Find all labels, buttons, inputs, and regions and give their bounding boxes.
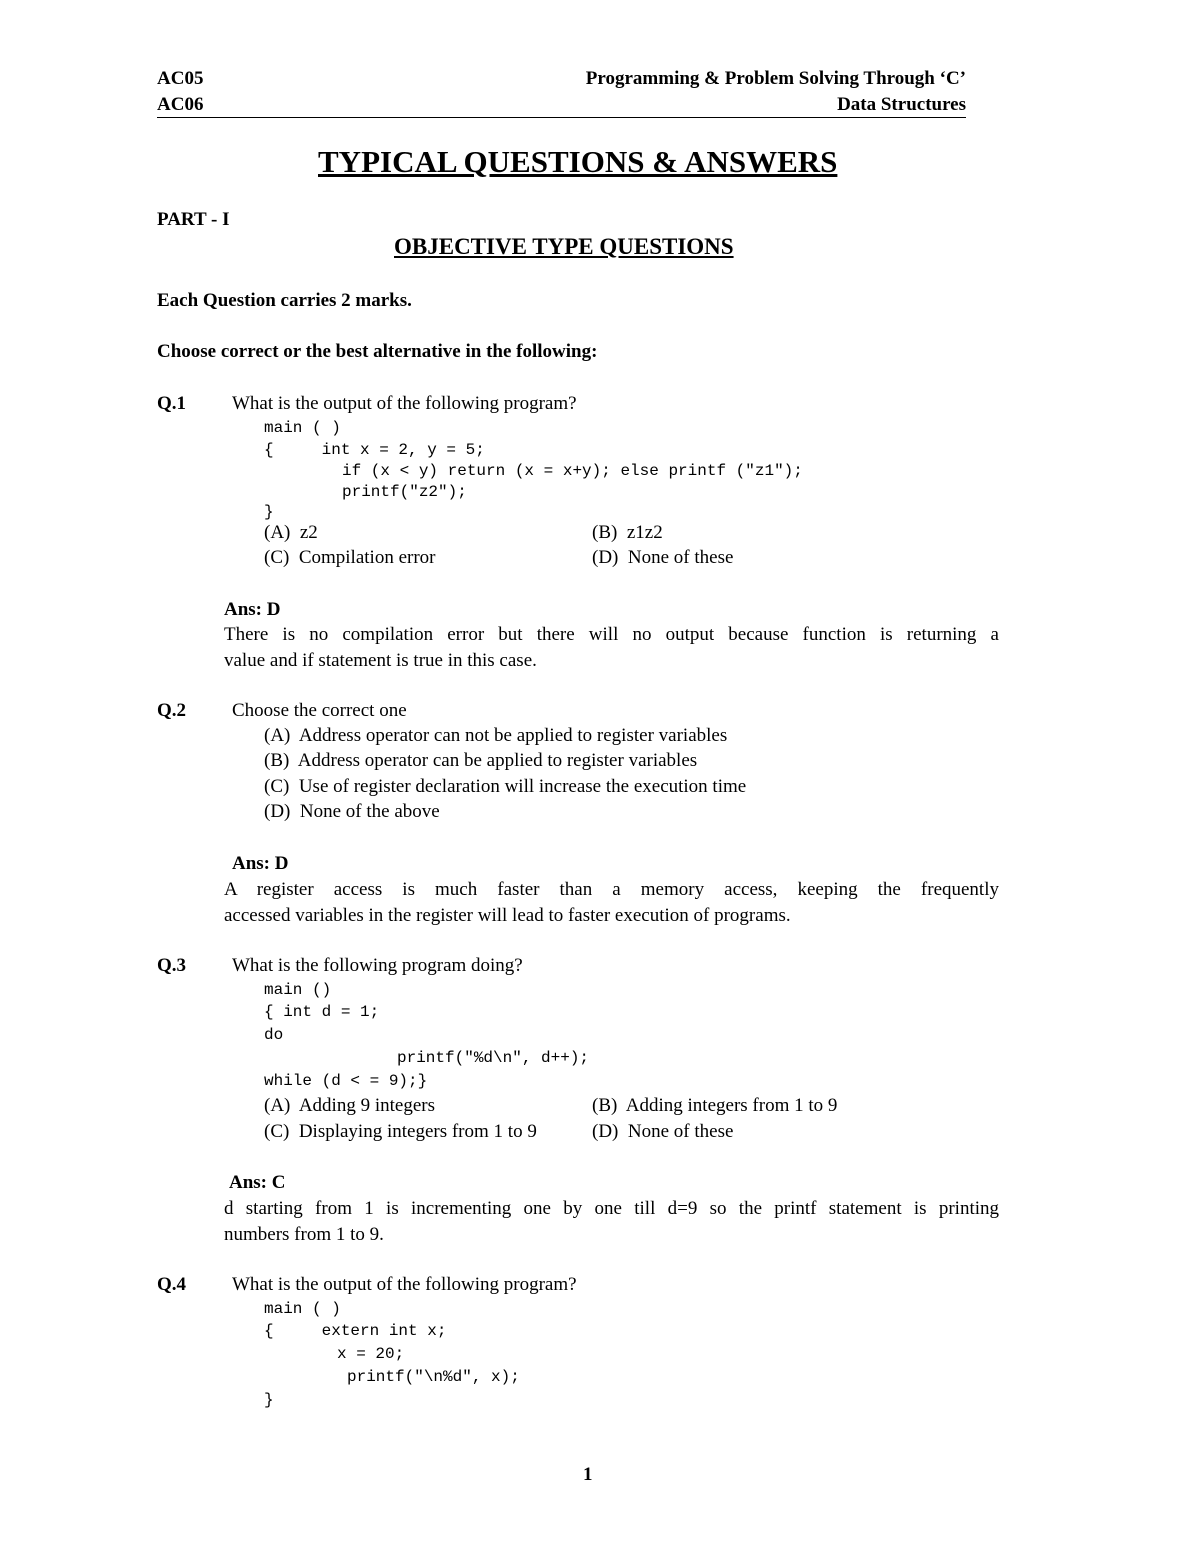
part-label: PART - I	[157, 209, 230, 230]
option-d: (D) None of these	[592, 547, 734, 568]
code-line: printf("z2");	[342, 483, 467, 501]
code-line: printf("\n%d", x);	[347, 1368, 520, 1386]
course-code-ac05: AC05	[157, 68, 204, 89]
code-line: }	[264, 503, 274, 521]
code-line: }	[264, 1391, 274, 1409]
course-title-data-structures: Data Structures	[837, 94, 966, 115]
option-b: (B) Address operator can be applied to register variables	[264, 750, 698, 771]
question-text: What is the output of the following program?	[232, 1274, 577, 1295]
answer-explanation: There is no compilation error but there will no output because function is returning a	[224, 624, 999, 645]
answer-explanation: A register access is much faster than a memory access, keeping the frequently	[224, 879, 999, 900]
option-a: (A) z2	[264, 522, 318, 543]
option-a: (A) Adding 9 integers	[264, 1095, 435, 1116]
code-line: printf("%d\n", d++);	[397, 1049, 590, 1067]
choose-instruction: Choose correct or the best alternative in the following:	[157, 341, 598, 362]
answer-explanation: accessed variables in the register will lead to faster execution of programs.	[224, 905, 791, 926]
code-line: { int d = 1;	[264, 1003, 380, 1021]
answer-label: Ans: C	[229, 1172, 286, 1193]
option-d: (D) None of the above	[264, 801, 440, 822]
question-text: What is the output of the following program?	[232, 393, 577, 414]
code-line: main ()	[264, 981, 332, 999]
option-c: (C) Compilation error	[264, 547, 436, 568]
question-number: Q.2	[157, 700, 187, 721]
marks-instruction: Each Question carries 2 marks.	[157, 290, 412, 311]
answer-explanation: value and if statement is true in this case.	[224, 650, 537, 671]
header-rule	[157, 117, 966, 118]
code-line: while (d < = 9);}	[264, 1072, 428, 1090]
option-b: (B) Adding integers from 1 to 9	[592, 1095, 838, 1116]
answer-explanation: d starting from 1 is incrementing one by one till d=9 so the printf statement is printing	[224, 1198, 999, 1219]
page-number: 1	[583, 1464, 593, 1485]
option-d: (D) None of these	[592, 1121, 734, 1142]
code-line: { extern int x;	[264, 1322, 447, 1340]
code-line: main ( )	[264, 1300, 341, 1318]
answer-label: Ans: D	[224, 599, 281, 620]
question-number: Q.1	[157, 393, 187, 414]
option-c: (C) Use of register declaration will increase the execution time	[264, 776, 747, 797]
answer-label: Ans: D	[232, 853, 289, 874]
code-line: if (x < y) return (x = x+y); else printf ("z1");	[342, 462, 803, 480]
code-line: do	[264, 1026, 284, 1044]
question-text: Choose the correct one	[232, 700, 407, 721]
question-text: What is the following program doing?	[232, 955, 523, 976]
question-number: Q.4	[157, 1274, 187, 1295]
section-title: OBJECTIVE TYPE QUESTIONS	[394, 234, 734, 259]
answer-explanation: numbers from 1 to 9.	[224, 1224, 384, 1245]
option-b: (B) z1z2	[592, 522, 663, 543]
option-c: (C) Displaying integers from 1 to 9	[264, 1121, 537, 1142]
code-line: x = 20;	[337, 1345, 405, 1363]
page-title: TYPICAL QUESTIONS & ANSWERS	[318, 144, 838, 179]
question-number: Q.3	[157, 955, 187, 976]
course-code-ac06: AC06	[157, 94, 204, 115]
code-line: { int x = 2, y = 5;	[264, 441, 485, 459]
course-title-programming: Programming & Problem Solving Through ‘C’	[585, 68, 966, 89]
option-a: (A) Address operator can not be applied to register variables	[264, 725, 728, 746]
code-line: main ( )	[264, 419, 341, 437]
